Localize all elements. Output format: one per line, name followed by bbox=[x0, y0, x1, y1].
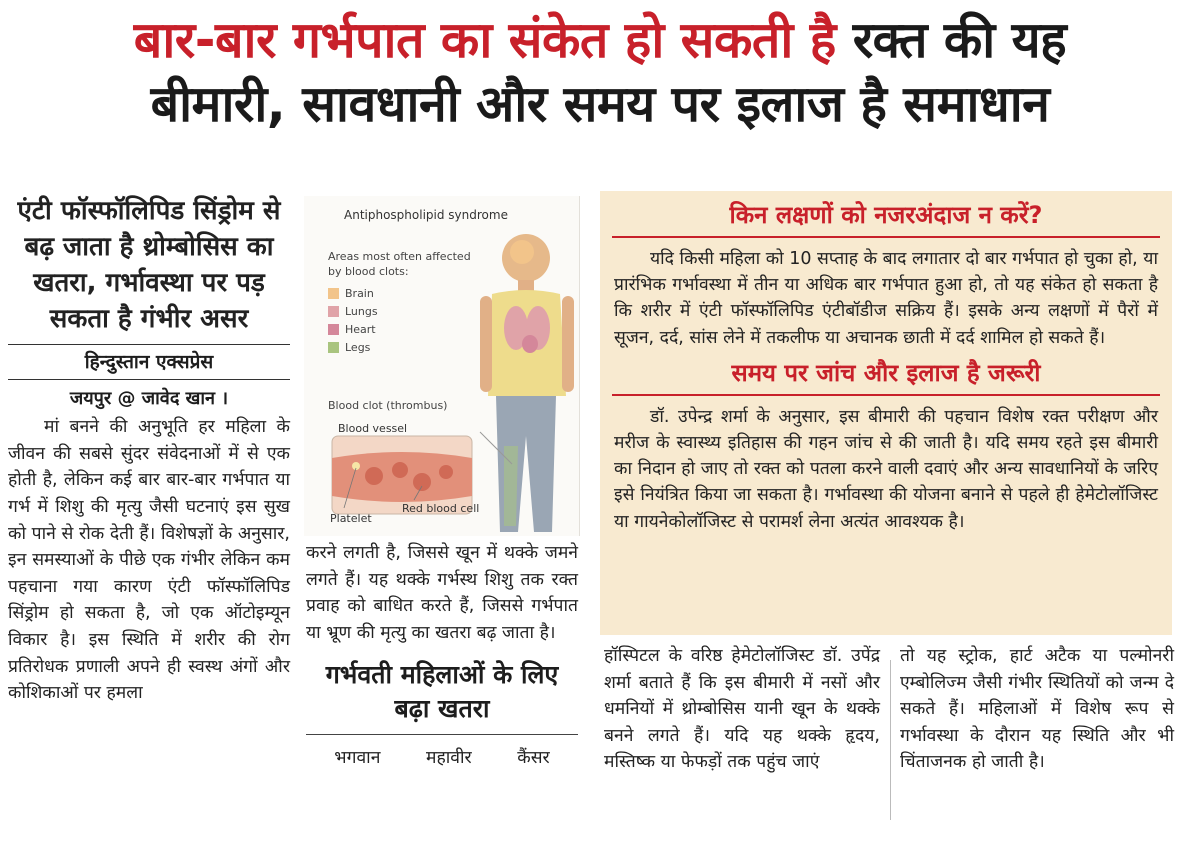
figure-areas-text bbox=[328, 250, 471, 280]
clot-title: Blood clot (thrombus) bbox=[328, 399, 448, 412]
red-cell bbox=[413, 473, 431, 491]
middle-column bbox=[306, 540, 578, 771]
legend-label: Heart bbox=[345, 322, 376, 336]
middle-body-text: करने लगती है, जिससे खून में थक्के जमने लगते हैं। यह थक्के गर्भस्थ शिशु तक रक्त प्रवाह को बाधित करते हैं, जिससे गर्भपात या भ्रूण की मृत्यु का खतरा बढ़ जाता है। bbox=[306, 543, 578, 643]
bottom-cutoff-text bbox=[150, 824, 1050, 846]
legend-label: Lungs bbox=[345, 304, 378, 318]
box-body-treatment: डॉ. उपेन्द्र शर्मा के अनुसार, इस बीमारी की पहचान विशेष रक्त परीक्षण और मरीज के स्वास्थ्य इतिहास की गहन जांच से की जाती है। यदि समय रहते इस बीमारी का निदान हो जाए तो रक्त को पतला करने वाली दवाएं और अन्य सावधानियों के जरिए इसे नियंत्रित किया जा सकता है। गर्भावस्था की योजना बनाने से पहले ही हेमेटोलॉजिस्ट या गायनेकोलॉजिस्ट से परामर्श लेना अत्यंत आवश्यक है। bbox=[614, 406, 1158, 532]
left-subheadline: एंटी फॉस्फॉलिपिड सिंड्रोम से बढ़ जाता है थ्रोम्बोसिस का खतरा, गर्भावस्था पर पड़ सकता है गंभीर असर bbox=[17, 196, 281, 334]
headline-black-part: रक्त की यह bbox=[852, 11, 1067, 69]
lower-column-a: हॉस्पिटल के वरिष्ठ हेमेटोलॉजिस्ट डॉ. उपेंद्र शर्मा बताते हैं कि इस बीमारी में नसों और धमनियों में थ्रोम्बोसिस यानी खून के थक्के बनने लगते हैं। यदि यह थक्के हृदय, मस्तिष्क या फेफड़ों तक पहुंच जाएं bbox=[604, 646, 880, 773]
brain-highlight bbox=[510, 240, 534, 264]
swatch-legs bbox=[328, 342, 339, 353]
highlight-box bbox=[600, 191, 1172, 635]
divider bbox=[306, 734, 578, 735]
swatch-heart bbox=[328, 324, 339, 335]
agency-name: हिन्दुस्तान एक्सप्रेस bbox=[84, 350, 214, 373]
lower-column-b: तो यह स्ट्रोक, हार्ट अटैक या पल्मोनरी एम्बोलिज्म जैसी गंभीर स्थितियों को जन्म दे सकते हैं। महिलाओं में विशेष रूप से गर्भावस्था के दौरान यह स्थिति और भी चिंताजनक हो जाती है। bbox=[900, 646, 1174, 773]
headline bbox=[0, 8, 1200, 136]
legend-item-lungs bbox=[328, 302, 378, 320]
box-heading-symptoms: किन लक्षणों को नजरअंदाज न करें? bbox=[729, 201, 1043, 229]
swatch-brain bbox=[328, 288, 339, 299]
red-cell bbox=[439, 465, 453, 479]
left-body-text: मां बनने की अनुभूति हर महिला के जीवन की सबसे सुंदर संवेदनाओं में से एक होती है, लेकिन कई बार बार-बार गर्भपात या गर्भ में शिशु की मृत्यु जैसी घटनाएं इस सुख को पाने से रोक देती हैं। विशेषज्ञों के अनुसार, इन समस्याओं के पीछे एक गंभीर लेकिन कम पहचाना गया कारण एंटी फॉस्फॉलिपिड सिंड्रोम हो सकता है, जो एक ऑटोइम्यून विकार है। इस स्थिति में शरीर की रोग प्रतिरोधक प्रणाली अपने ही स्वस्थ अंगों और कोशिकाओं पर हमला bbox=[8, 417, 290, 704]
figure-arm-left bbox=[480, 296, 492, 392]
headline-line-1 bbox=[0, 8, 1200, 72]
legend-item-legs bbox=[328, 338, 378, 356]
legend-item-heart bbox=[328, 320, 378, 338]
edge-cutoff-text bbox=[1182, 250, 1200, 840]
figure-title: Antiphospholipid syndrome bbox=[344, 208, 508, 222]
areas-line-2: by blood clots: bbox=[328, 264, 409, 278]
divider bbox=[8, 344, 290, 345]
red-cell bbox=[365, 467, 383, 485]
box-heading-treatment: समय पर जांच और इलाज है जरूरी bbox=[731, 358, 1041, 387]
red-cell bbox=[392, 462, 408, 478]
medical-illustration bbox=[304, 196, 580, 536]
figure-arm-right bbox=[562, 296, 574, 392]
headline-line-2: बीमारी, सावधानी और समय पर इलाज है समाधान bbox=[150, 75, 1050, 133]
middle-subheadline: गर्भवती महिलाओं के लिए बढ़ा खतरा bbox=[325, 660, 559, 724]
legend-item-brain bbox=[328, 284, 378, 302]
left-column bbox=[8, 194, 290, 707]
figure-legend bbox=[328, 284, 378, 356]
column-divider bbox=[890, 660, 891, 820]
dateline: जयपुर @ जावेद खान । bbox=[69, 388, 229, 410]
vessel-label: Blood vessel bbox=[338, 422, 408, 435]
swatch-lungs bbox=[328, 306, 339, 317]
areas-line-1: Areas most often affected bbox=[328, 250, 471, 263]
headline-red-part: बार-बार गर्भपात का संकेत हो सकती है bbox=[133, 11, 836, 69]
body-illustration bbox=[304, 196, 580, 536]
legend-label: Brain bbox=[345, 286, 374, 300]
heart-shape bbox=[522, 335, 538, 353]
divider bbox=[8, 379, 290, 380]
middle-tail-text: भगवान महावीर कैंसर bbox=[334, 747, 550, 768]
rbc-label: Red blood cell bbox=[402, 502, 480, 515]
platelet-label: Platelet bbox=[330, 512, 372, 525]
legend-label: Legs bbox=[345, 340, 371, 354]
box-body-symptoms: यदि किसी महिला को 10 सप्ताह के बाद लगातार दो बार गर्भपात हो चुका हो, या प्रारंभिक गर्भावस्था में तीन या अधिक बार गर्भपात हुआ हो, तो यह संकेत हो सकता है कि शरीर में एंटी फॉस्फॉलिपिड एंटीबॉडीज सक्रिय हैं। इसके अन्य लक्षणों में पैरों में सूजन, दर्द, सांस लेने में तकलीफ या अचानक छाती में दर्द शामिल हो सकते हैं। bbox=[614, 248, 1158, 348]
